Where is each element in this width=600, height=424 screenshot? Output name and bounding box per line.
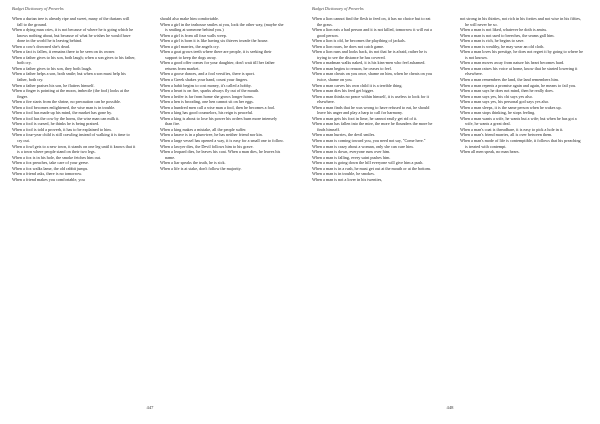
proverb-entry: When a man stops thinking, he stops feeling. [460,110,536,116]
proverb-entry: When a lion eats a bad person and it is not killed, tomorrow it will eat a good person. [312,27,432,38]
proverb-entry: When a man is not liked, whatever he doth is amiss. [460,27,548,33]
proverb-entry: When a man is crazy about a woman, only she can cure him. [312,143,414,149]
proverb-entry: When a fox walks lame, the old rabbit jumps. [12,165,89,171]
proverb-entry: When a heart is on fire, sparks always fly out of the mouth. [160,88,260,94]
proverb-entry: When a finger is pointing at the moon, imbecile (the fool) looks at the finger. [12,88,130,99]
proverb-entry: When a man repents a promise again and again, he means to fail you. [460,82,577,88]
proverb-entry: When a hen is brooding, one hen cannot sit on her eggs. [160,99,254,105]
proverb-entry: When a man sleeps, it is the same person when he wakes up. [460,104,562,110]
proverb-entry: When a goat grows teeth where there are people, it is seeking their support to keep the dogs away. [160,49,272,60]
proverb-entry: When a dying man cries, it is not because of where he is going which he knows nothing about, but because of what he wishes he would have done in the world he is leaving behind. [12,27,134,44]
proverb-entry: When a large vessel has opened a way, it is easy for a small one to follow. [160,138,284,144]
proverb-entry: When a knave is in a plum-tree, he has neither friend nor kin. [160,132,263,138]
proverb-entry: When a man loves his prestige, he does not regret it by going to where he is not known. [460,49,584,60]
proverb-entry: When a man carves his own child it is a terrible thing. [312,82,403,88]
proverb-entry: When a girl is born it is like having six thieves invade the house. [160,38,269,44]
proverb-entry: When a fowl gets to a new town, it stands on one leg until it knows that it is a town where people stand on their two legs. [12,143,136,155]
proverb-entry: When a goose dances, and a fool versifies, there is sport. [160,71,256,77]
page-number: 448 [446,405,454,410]
right-page-column-1 [312,16,436,182]
proverb-entry: When a king makes a mistake, all the people suffer. [160,126,247,132]
proverb-entry: When a king is about to lose his power his orders burn more intensely than fire. [160,115,278,127]
proverb-entry: When a girl marries, the angels cry. [160,43,220,49]
proverb-entry: When a man says yes, his personal god says yes also. [460,99,550,105]
proverb-entry: When a man is in trouble, he smokes. [312,171,375,177]
proverb-entry: When a lion is old, he becomes the plaything of jackals. [312,38,406,44]
proverb-entry: When a father gives to his son, both laugh; when a son gives to his father, both cry. [12,54,136,66]
proverb-entry: When a fox is in his hole, the smoke fetches him out. [12,154,101,160]
proverb-entry: When a good offer comes for your daughter, don't wait till her father returns from market. [160,60,275,71]
proverb-entry: When a madman walks naked, it is his kins-men who feel ashamed. [312,60,426,66]
proverb-entry: When a heifer is far from home she grows longer horns. [160,93,254,99]
running-head: Budget Dictionary of Proverbs [312,6,364,11]
proverb-entry: When a man is not a lover in his twenties, [312,176,383,182]
proverb-entry: When a man says he does not mind, then he really does. [460,88,554,94]
proverb-entry: When a fire starts from the shrine, no precaution can be possible. [12,99,121,105]
proverb-entry: When a man is going down the hill everyone will give him a push. [312,160,424,166]
proverb-entry: When a durian tree is already ripe and sweet, many of the durians will fall to the ground. [12,16,130,27]
right-page [300,0,600,424]
proverb-entry: When a man is down, everyone runs over him. [312,149,391,155]
proverb-entry: When a man cheats on you once, shame on him, when he cheats on you twice, shame on you. [312,71,433,83]
proverb-entry: When a fool is cursed, he thinks he is being praised. [12,121,100,127]
proverb-entry: When a fact is fallen, it remains there to be seen on its owner. [12,49,116,55]
proverb-entry: When a man is wealthy, he may wear an old cloth. [460,43,545,49]
left-page-column-2 [160,16,284,171]
proverb-entry: When a man begins to reason, he ceases to feel. [312,65,392,71]
proverb-entry: When a habit begins to cost money, it's called a hobby. [160,82,252,88]
proverb-entry: should also make him comfortable. [160,16,219,21]
left-page-column-1 [12,16,136,182]
proverb-entry: When a man has fallen into the mire, the more he flounders the more he finds himself. [312,121,433,132]
proverb-entry: When a king has good counselors, his reign is peaceful. [160,110,254,116]
proverb-entry: When a four-year child is still crawling instead of walking it is time to cry out. [12,132,130,144]
proverb-entry: When a man thinks no peace within himself, it is useless to look for it elsewhere. [312,93,429,105]
proverb-entry: When a man wants a wife, he wants but a wife; but when he has got a wife, he wants a great deal. [460,115,577,127]
proverb-entry: When a man is coming toward you, you need not say, "Come here." [312,138,426,144]
proverb-entry: When a girl is from all four walls weep. [160,32,227,38]
proverb-entry: When a lion runs and looks back, its not that he is afraid, rather he is trying to see the distance he has covered. [312,49,428,60]
proverb-entry: When a man is falling, every saint pushes him. [312,154,391,160]
proverb-entry: When a man is not used to breeches, the seams gall him. [460,32,555,38]
proverb-entry: When a Greek shakes your hand, count your fingers. [160,77,249,83]
proverb-entry: When a lawyer dies, the Devil follows him to his grave. [160,143,254,149]
proverb-entry: When a man gets his foot in lime, he cannot easily get rid of it. [312,115,418,121]
proverb-entry: When a father gives to his son, they both laugh. [12,65,92,71]
page-number: 447 [146,405,154,410]
proverb-entry: When a fox preaches, take care of your geese. [12,160,89,166]
proverb-entry: When a girl in the teahouse smiles at you, look the other way, (maybe she is smiling at someone behind you.) [160,21,284,33]
proverb-entry: When a hundred men call a wise man a fool, then he becomes a fool. [160,104,276,110]
proverb-entry: When a man is rich, he begins to save. [460,38,525,44]
proverb-entry: When a man's mode of life is contemptible, it follows that his preaching is treated with contempt. [460,138,581,149]
proverb-entry: When a cow's drowned she's dead. [12,43,71,49]
proverb-entry: When a man dies his feed get bigger. [312,88,374,94]
proverb-entry: When a man's coat is threadbare, it is easy to pick a hole in it. [460,126,564,132]
proverb-entry: When all men speak, no man hears. [460,149,520,155]
proverb-entry: When a leopard dies, he leaves his coat. When a man dies, he leaves his name. [160,149,281,160]
proverb-entry: When a fool becomes enlightened, the wise man is in trouble. [12,104,116,110]
proverb-entry: When a fool is told a proverb, it has to be explained to him. [12,126,112,132]
proverb-entry: When a man says yes, his chi says yes also. [460,93,533,99]
proverb-entry: When a lion roars, he does not catch game. [312,43,385,49]
proverb-entry: When a life is at stake, don't follow the majority. [160,165,242,171]
proverb-entry: When a father praises his son, he flatters himself. [12,82,95,88]
proverb-entry: When a father helps a son, both smile; but when a son must help his father, both cry. [12,71,126,83]
proverb-entry: When a man moves away from nature his heart becomes hard. [460,60,565,66]
proverb-entry: When a man raises his voice at home, know that he started lowering it elsewhere. [460,65,578,77]
proverb-entry: When a liar speaks the truth, he is sick. [160,160,226,166]
proverb-entry: When a man finds that he was wrong to have refused to eat, he should leave his anger and play a harp to call for harmony. [312,104,430,116]
proverb-entry: When a man remembers the land, the land remembers him. [460,77,559,83]
proverb-entry: When a lion cannot find the flesh to feed on, it has no choice but to eat the grass. [312,16,431,27]
proverb-entry: When a man's friend marries, all is over between them. [460,132,553,138]
proverb-entry: When a friend asks, there is no tomorrow. [12,171,83,177]
proverb-entry: When a friend makes you comfortable, you [12,176,85,182]
proverb-entry: When a fool has made up his mind, the market has gone by. [12,110,112,116]
proverb-entry: not strong in his thirties, not rich in his forties and not wise in his fifties, he will never be so. [460,16,582,27]
right-page-column-2 [460,16,584,155]
proverb-entry: When a man is in a rush, he must get out at the mouth or at the bottom. [312,165,431,171]
proverb-entry: When a fool has the cow by the horns, the wise man can milk it. [12,115,120,121]
running-head: Budget Dictionary of Proverbs [12,6,64,11]
proverb-entry: When a man hurries, the devil smiles. [312,132,376,138]
